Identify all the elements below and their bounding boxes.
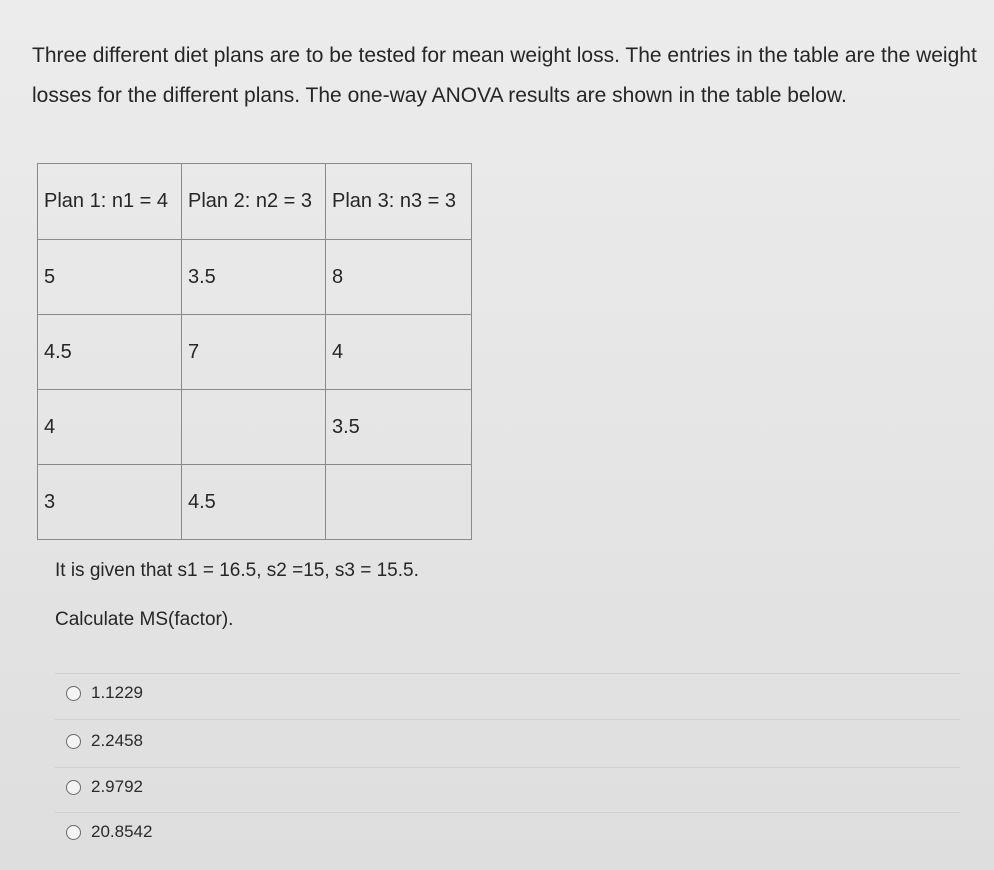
table-cell <box>182 390 326 465</box>
answer-option-2[interactable] <box>66 731 143 751</box>
table-cell: 8 <box>326 240 472 315</box>
table-cell: 7 <box>182 315 326 390</box>
radio-button[interactable] <box>66 686 81 701</box>
answer-option-label: 2.2458 <box>91 731 143 750</box>
table-cell: 4 <box>326 315 472 390</box>
answer-option-3[interactable] <box>66 777 143 797</box>
question-text: Three different diet plans are to be tested for mean weight loss. The entries in the table are the weight losses for the different plans. The one-way ANOVA results are shown in the table below. <box>32 44 977 107</box>
answer-option-4[interactable] <box>66 822 152 842</box>
table-row <box>38 390 472 465</box>
divider <box>55 767 960 768</box>
divider <box>55 719 960 720</box>
radio-button[interactable] <box>66 734 81 749</box>
table-row <box>38 240 472 315</box>
table-cell: 4.5 <box>182 465 326 540</box>
table-row <box>38 465 472 540</box>
answer-option-label: 2.9792 <box>91 777 143 796</box>
given-text: It is given that s1 = 16.5, s2 =15, s3 = 15.5. <box>55 560 419 581</box>
answer-option-label: 1.1229 <box>91 683 143 702</box>
question-prompt: Calculate MS(factor). <box>55 609 234 630</box>
table-cell: 4.5 <box>38 315 182 390</box>
answer-option-1[interactable] <box>66 683 143 703</box>
radio-button[interactable] <box>66 780 81 795</box>
table-cell: 3.5 <box>326 390 472 465</box>
divider <box>55 812 960 813</box>
data-table <box>37 163 472 540</box>
table-cell: 3.5 <box>182 240 326 315</box>
table-row <box>38 315 472 390</box>
divider <box>55 673 960 674</box>
table-cell: 5 <box>38 240 182 315</box>
answer-option-label: 20.8542 <box>91 822 153 841</box>
table-header-plan-2: Plan 2: n2 = 3 <box>182 164 326 240</box>
table-cell: 3 <box>38 465 182 540</box>
table-cell <box>326 465 472 540</box>
table-header-row <box>38 164 472 240</box>
table-header-plan-1: Plan 1: n1 = 4 <box>38 164 182 240</box>
table-cell: 4 <box>38 390 182 465</box>
radio-button[interactable] <box>66 825 81 840</box>
table-header-plan-3: Plan 3: n3 = 3 <box>326 164 472 240</box>
